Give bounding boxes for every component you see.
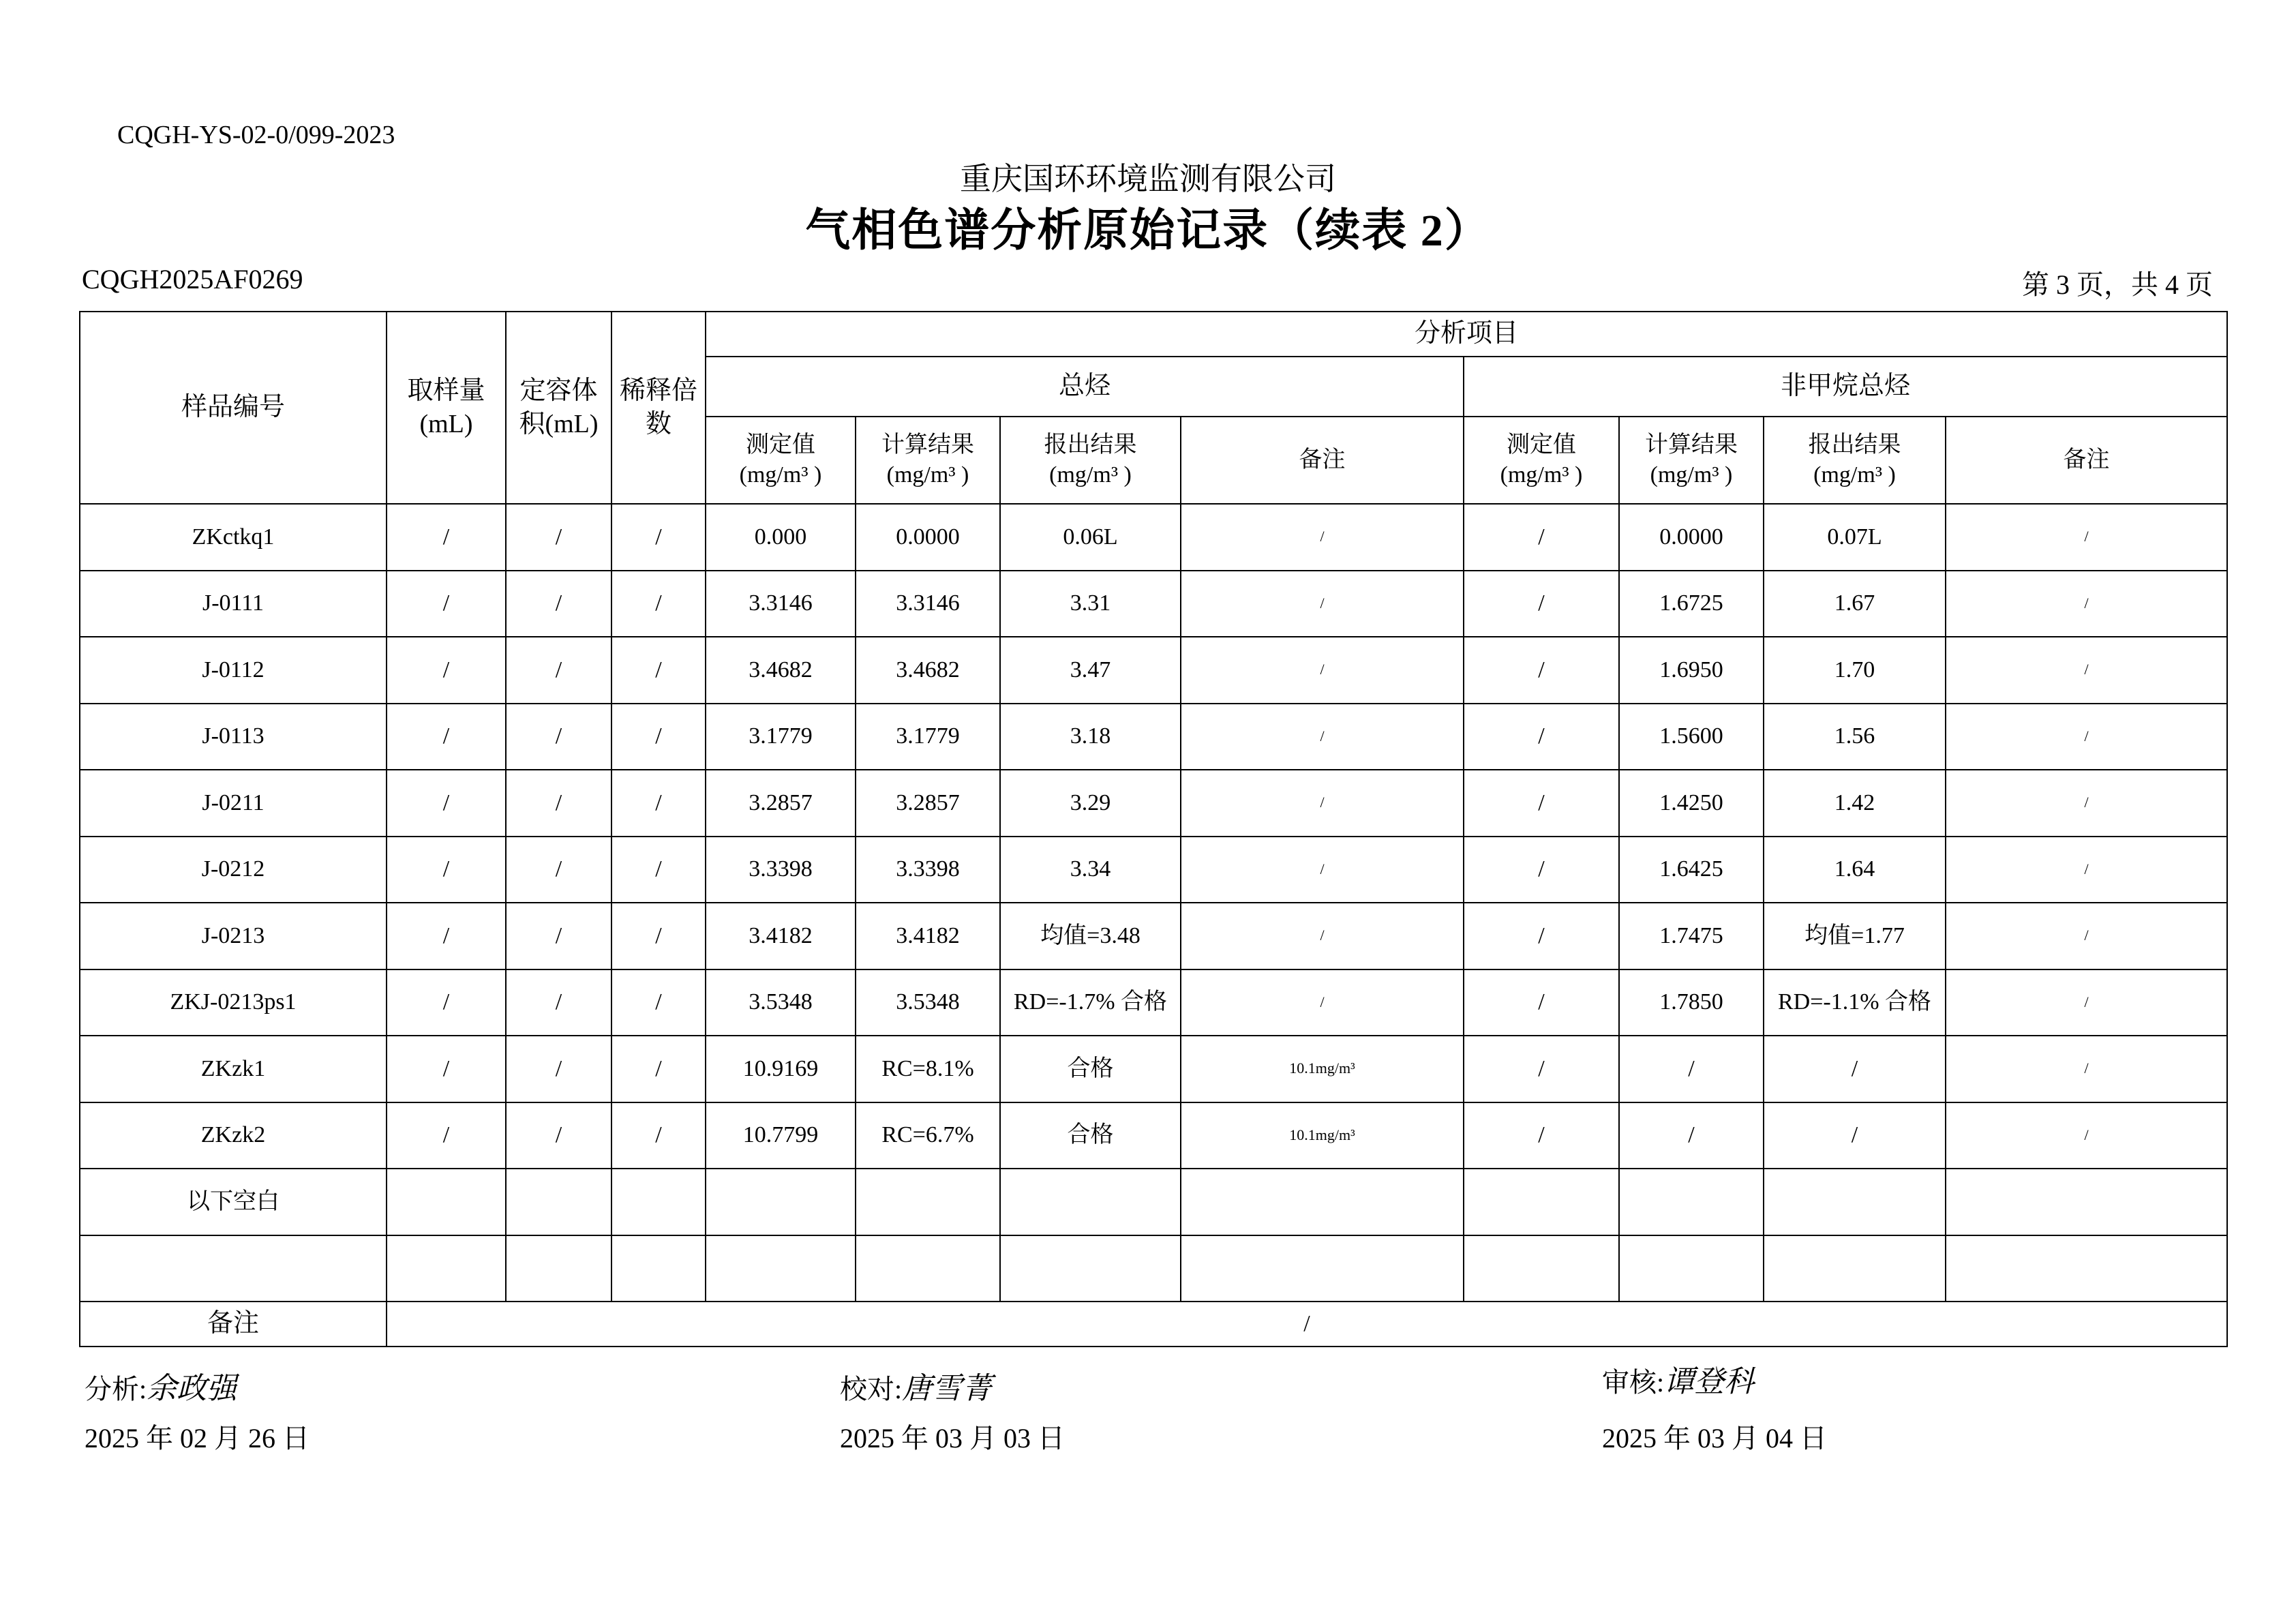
document-title: 气相色谱分析原始记录（续表 2） — [805, 206, 1491, 256]
cell-nmhc-remark: / — [1946, 1102, 2227, 1169]
table-row — [80, 770, 2227, 837]
cell-nmhc-measured: / — [1464, 903, 1619, 969]
cell-nmhc-calc: / — [1619, 1036, 1764, 1102]
header-sample-volume: 取样量(mL) — [387, 312, 506, 504]
cell-th-reported: RD=-1.7% 合格 — [1000, 969, 1181, 1036]
cell-sample-id: ZKJ-0213ps1 — [80, 969, 387, 1036]
cell-th-calc: RC=8.1% — [856, 1036, 1000, 1102]
header-row-1 — [80, 312, 2227, 357]
cell-nmhc-calc — [1619, 1235, 1764, 1302]
cell-dilution — [611, 1235, 706, 1302]
cell-nmhc-calc: 1.6425 — [1619, 837, 1764, 903]
cell-th-reported: 3.34 — [1000, 837, 1181, 903]
cell-nmhc-measured: / — [1464, 837, 1619, 903]
cell-constant-volume: / — [506, 969, 611, 1036]
header-remark-2: 备注 — [1946, 417, 2227, 504]
cell-sample-volume: / — [387, 1102, 506, 1169]
cell-nmhc-remark — [1946, 1235, 2227, 1302]
remarks-label: 备注 — [80, 1302, 387, 1347]
cell-constant-volume: / — [506, 571, 611, 637]
data-rows — [80, 504, 2227, 1302]
header-reported-1: 报出结果 (mg/m³ ) — [1000, 417, 1181, 504]
checker-label: 校对: — [840, 1374, 903, 1404]
cell-th-remark: / — [1181, 837, 1464, 903]
cell-th-measured: 3.3398 — [706, 837, 856, 903]
cell-nmhc-reported: / — [1764, 1036, 1946, 1102]
cell-constant-volume: / — [506, 1102, 611, 1169]
cell-sample-id: ZKzk1 — [80, 1036, 387, 1102]
cell-sample-volume: / — [387, 1036, 506, 1102]
cell-th-remark: / — [1181, 504, 1464, 571]
cell-nmhc-measured — [1464, 1169, 1619, 1235]
cell-nmhc-measured: / — [1464, 571, 1619, 637]
cell-th-remark: / — [1181, 903, 1464, 969]
cell-dilution: / — [611, 837, 706, 903]
checker-signature: 唐雪菁 — [902, 1371, 993, 1406]
cell-th-remark: / — [1181, 571, 1464, 637]
cell-th-reported: 合格 — [1000, 1102, 1181, 1169]
remarks-row — [80, 1302, 2227, 1347]
header-analysis-items: 分析项目 — [706, 312, 2227, 357]
cell-nmhc-measured: / — [1464, 1102, 1619, 1169]
header-constant-volume: 定容体积(mL) — [506, 312, 611, 504]
reviewer-date: 2025 年 03 月 04 日 — [1602, 1423, 1827, 1454]
analyst-signature: 余政强 — [147, 1371, 237, 1406]
cell-th-calc: 0.0000 — [856, 504, 1000, 571]
cell-th-calc: RC=6.7% — [856, 1102, 1000, 1169]
cell-nmhc-calc: 1.7850 — [1619, 969, 1764, 1036]
cell-nmhc-remark: / — [1946, 837, 2227, 903]
cell-th-remark: / — [1181, 704, 1464, 770]
cell-sample-id: 以下空白 — [80, 1169, 387, 1235]
cell-th-reported: 3.29 — [1000, 770, 1181, 837]
cell-nmhc-calc: 1.6725 — [1619, 571, 1764, 637]
cell-nmhc-calc: 1.7475 — [1619, 903, 1764, 969]
header-reported-2: 报出结果 (mg/m³ ) — [1764, 417, 1946, 504]
cell-th-measured: 3.4682 — [706, 637, 856, 704]
header-sample-id: 样品编号 — [80, 312, 387, 504]
cell-sample-id: J-0213 — [80, 903, 387, 969]
header-remark-1: 备注 — [1181, 417, 1464, 504]
cell-th-calc: 3.4682 — [856, 637, 1000, 704]
cell-nmhc-reported: 1.64 — [1764, 837, 1946, 903]
cell-nmhc-reported — [1764, 1235, 1946, 1302]
cell-th-reported: 3.47 — [1000, 637, 1181, 704]
cell-th-measured: 10.7799 — [706, 1102, 856, 1169]
remarks-value: / — [387, 1302, 2227, 1347]
table-row — [80, 1169, 2227, 1235]
header-dilution: 稀释倍数 — [611, 312, 706, 504]
cell-nmhc-calc: 1.4250 — [1619, 770, 1764, 837]
table-row — [80, 903, 2227, 969]
cell-th-calc: 3.1779 — [856, 704, 1000, 770]
cell-constant-volume: / — [506, 704, 611, 770]
cell-th-measured — [706, 1169, 856, 1235]
cell-sample-id: J-0211 — [80, 770, 387, 837]
cell-th-measured: 0.000 — [706, 504, 856, 571]
cell-sample-id: J-0113 — [80, 704, 387, 770]
cell-sample-volume — [387, 1169, 506, 1235]
cell-dilution: / — [611, 770, 706, 837]
cell-sample-volume: / — [387, 837, 506, 903]
cell-sample-volume: / — [387, 969, 506, 1036]
table-row — [80, 704, 2227, 770]
table-row — [80, 969, 2227, 1036]
cell-nmhc-calc: 1.6950 — [1619, 637, 1764, 704]
cell-nmhc-remark: / — [1946, 969, 2227, 1036]
checker-date: 2025 年 03 月 03 日 — [840, 1423, 1065, 1454]
cell-dilution: / — [611, 1102, 706, 1169]
cell-th-calc: 3.5348 — [856, 969, 1000, 1036]
company-name: 重庆国环环境监测有限公司 — [960, 162, 1336, 196]
cell-th-calc — [856, 1169, 1000, 1235]
cell-th-measured: 3.2857 — [706, 770, 856, 837]
analyst-block — [85, 1364, 237, 1407]
table-row — [80, 1102, 2227, 1169]
cell-nmhc-remark: / — [1946, 637, 2227, 704]
cell-th-calc: 3.3398 — [856, 837, 1000, 903]
cell-sample-volume: / — [387, 704, 506, 770]
cell-th-calc: 3.3146 — [856, 571, 1000, 637]
header-non-methane-hydrocarbons: 非甲烷总烃 — [1464, 357, 2227, 417]
cell-th-measured: 3.5348 — [706, 969, 856, 1036]
cell-nmhc-reported: 均值=1.77 — [1764, 903, 1946, 969]
cell-constant-volume — [506, 1169, 611, 1235]
checker-block — [840, 1364, 992, 1407]
cell-th-calc: 3.2857 — [856, 770, 1000, 837]
cell-constant-volume: / — [506, 1036, 611, 1102]
cell-th-reported: 3.18 — [1000, 704, 1181, 770]
cell-nmhc-measured: / — [1464, 1036, 1619, 1102]
cell-constant-volume: / — [506, 837, 611, 903]
cell-th-measured: 3.4182 — [706, 903, 856, 969]
cell-nmhc-remark: / — [1946, 770, 2227, 837]
table-row — [80, 504, 2227, 571]
cell-nmhc-remark: / — [1946, 1036, 2227, 1102]
record-table — [79, 311, 2228, 1347]
cell-constant-volume: / — [506, 903, 611, 969]
cell-nmhc-remark: / — [1946, 571, 2227, 637]
cell-nmhc-calc: 1.5600 — [1619, 704, 1764, 770]
cell-nmhc-remark: / — [1946, 903, 2227, 969]
table-row — [80, 1036, 2227, 1102]
analyst-label: 分析: — [85, 1374, 147, 1404]
cell-sample-volume: / — [387, 637, 506, 704]
cell-th-remark — [1181, 1169, 1464, 1235]
cell-th-reported: 3.31 — [1000, 571, 1181, 637]
cell-th-calc: 3.4182 — [856, 903, 1000, 969]
cell-dilution — [611, 1169, 706, 1235]
cell-nmhc-measured: / — [1464, 637, 1619, 704]
cell-nmhc-reported — [1764, 1169, 1946, 1235]
cell-th-measured — [706, 1235, 856, 1302]
reviewer-block — [1602, 1357, 1754, 1400]
cell-nmhc-reported: 1.67 — [1764, 571, 1946, 637]
cell-nmhc-measured: / — [1464, 770, 1619, 837]
cell-nmhc-remark — [1946, 1169, 2227, 1235]
cell-nmhc-measured: / — [1464, 504, 1619, 571]
cell-dilution: / — [611, 704, 706, 770]
cell-nmhc-measured: / — [1464, 969, 1619, 1036]
cell-sample-id: ZKctkq1 — [80, 504, 387, 571]
cell-th-measured: 3.3146 — [706, 571, 856, 637]
cell-th-remark: 10.1mg/m³ — [1181, 1036, 1464, 1102]
cell-sample-volume: / — [387, 571, 506, 637]
cell-constant-volume: / — [506, 770, 611, 837]
cell-th-reported: 均值=3.48 — [1000, 903, 1181, 969]
cell-th-reported: 0.06L — [1000, 504, 1181, 571]
cell-dilution: / — [611, 969, 706, 1036]
cell-th-reported — [1000, 1169, 1181, 1235]
cell-th-remark: / — [1181, 637, 1464, 704]
cell-nmhc-calc: 0.0000 — [1619, 504, 1764, 571]
report-number: CQGH2025AF0269 — [82, 264, 303, 295]
cell-th-remark: / — [1181, 770, 1464, 837]
header-measured-2: 测定值 (mg/m³ ) — [1464, 417, 1619, 504]
cell-nmhc-remark: / — [1946, 704, 2227, 770]
table-row — [80, 1235, 2227, 1302]
cell-dilution: / — [611, 637, 706, 704]
cell-sample-volume: / — [387, 903, 506, 969]
cell-constant-volume: / — [506, 637, 611, 704]
cell-sample-id — [80, 1235, 387, 1302]
cell-nmhc-remark: / — [1946, 504, 2227, 571]
cell-th-remark: 10.1mg/m³ — [1181, 1102, 1464, 1169]
header-calc-1: 计算结果 (mg/m³ ) — [856, 417, 1000, 504]
cell-nmhc-measured — [1464, 1235, 1619, 1302]
table-row — [80, 637, 2227, 704]
cell-nmhc-reported: 1.56 — [1764, 704, 1946, 770]
cell-dilution: / — [611, 571, 706, 637]
form-code: CQGH-YS-02-0/099-2023 — [117, 121, 395, 149]
cell-nmhc-reported: 1.42 — [1764, 770, 1946, 837]
header-measured-1: 测定值 (mg/m³ ) — [706, 417, 856, 504]
cell-constant-volume — [506, 1235, 611, 1302]
header-calc-2: 计算结果 (mg/m³ ) — [1619, 417, 1764, 504]
cell-sample-id: J-0111 — [80, 571, 387, 637]
cell-nmhc-reported: / — [1764, 1102, 1946, 1169]
cell-constant-volume: / — [506, 504, 611, 571]
cell-nmhc-measured: / — [1464, 704, 1619, 770]
cell-dilution: / — [611, 903, 706, 969]
cell-th-remark — [1181, 1235, 1464, 1302]
cell-dilution: / — [611, 1036, 706, 1102]
cell-th-measured: 3.1779 — [706, 704, 856, 770]
page-info: 第 3 页，共 4 页 — [2022, 269, 2213, 300]
reviewer-signature: 谭登科 — [1664, 1364, 1755, 1399]
cell-nmhc-reported: 1.70 — [1764, 637, 1946, 704]
cell-th-calc — [856, 1235, 1000, 1302]
cell-nmhc-calc: / — [1619, 1102, 1764, 1169]
cell-nmhc-reported: 0.07L — [1764, 504, 1946, 571]
cell-dilution: / — [611, 504, 706, 571]
header-total-hydrocarbons: 总烃 — [706, 357, 1464, 417]
cell-th-reported: 合格 — [1000, 1036, 1181, 1102]
table-row — [80, 571, 2227, 637]
analyst-date: 2025 年 02 月 26 日 — [85, 1423, 309, 1454]
cell-th-remark: / — [1181, 969, 1464, 1036]
cell-sample-id: J-0212 — [80, 837, 387, 903]
cell-th-measured: 10.9169 — [706, 1036, 856, 1102]
cell-nmhc-calc — [1619, 1169, 1764, 1235]
cell-sample-id: ZKzk2 — [80, 1102, 387, 1169]
cell-sample-volume: / — [387, 770, 506, 837]
cell-sample-id: J-0112 — [80, 637, 387, 704]
cell-sample-volume: / — [387, 504, 506, 571]
reviewer-label: 审核: — [1602, 1367, 1665, 1398]
cell-sample-volume — [387, 1235, 506, 1302]
table-row — [80, 837, 2227, 903]
cell-nmhc-reported: RD=-1.1% 合格 — [1764, 969, 1946, 1036]
cell-th-reported — [1000, 1235, 1181, 1302]
